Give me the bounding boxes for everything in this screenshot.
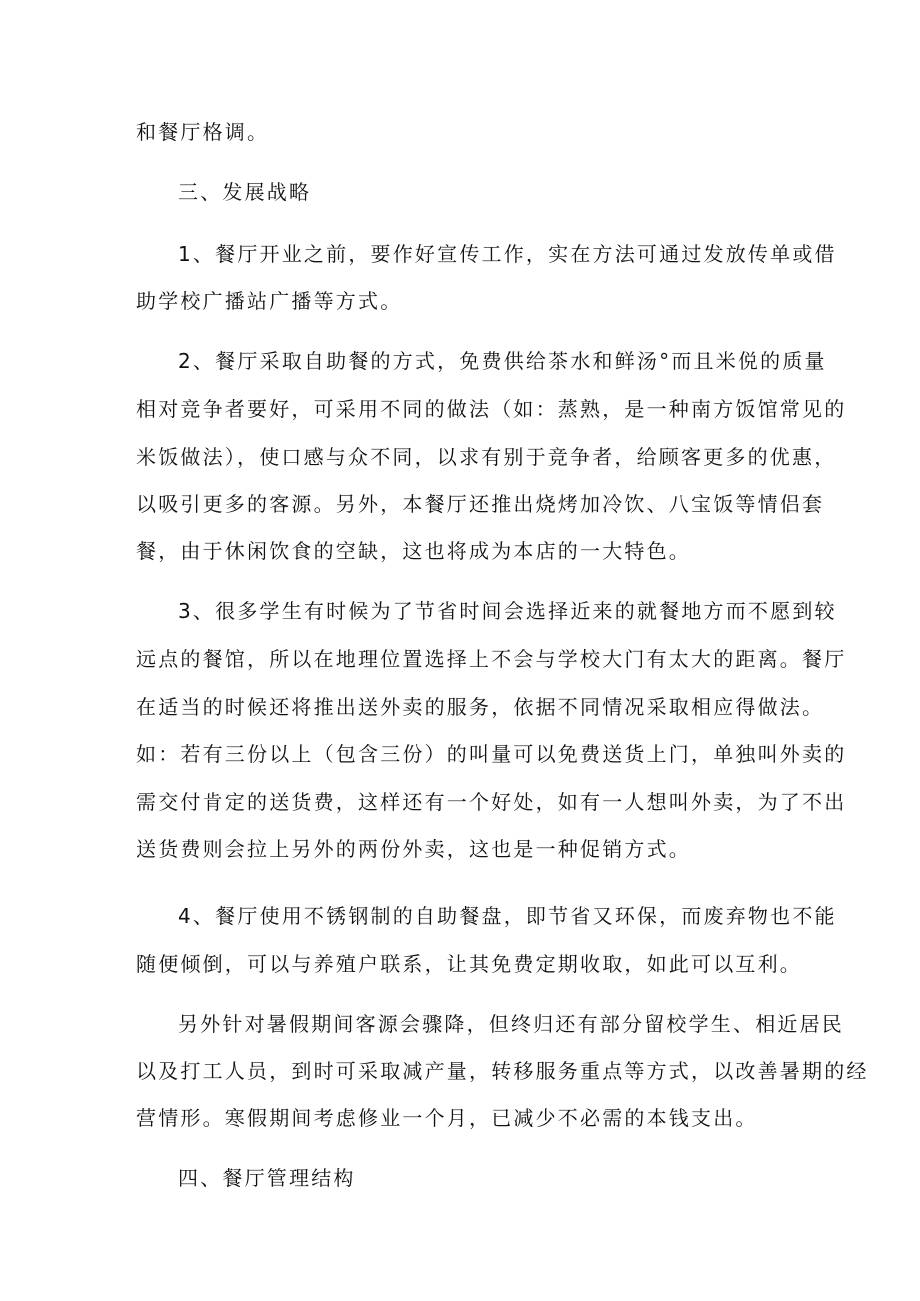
paragraph-line: 餐，由于休闲饮食的空缺，这也将成为本店的一大特色。 [136,539,691,563]
paragraph-line: 营情形。寒假期间考虑修业一个月，已减少不必需的本钱支出。 [136,1106,758,1130]
paragraph-line: 在适当的时候还将推出送外卖的服务，依据不同情况采取相应得做法。 [136,695,825,719]
paragraph-line: 远点的餐馆，所以在地理位置选择上不会与学校大门有太大的距离。餐厅 [136,647,847,671]
paragraph-line: 需交付肯定的送货费，这样还有一个好处，如有一人想叫外卖，为了不出 [136,790,847,814]
paragraph-line: 4、餐厅使用不锈钢制的自助餐盘，即节省又环保，而废弃物也不能 [178,904,837,928]
section-heading: 四、餐厅管理结构 [178,1166,356,1190]
paragraph-line: 随便倾倒，可以与养殖户联系，让其免费定期收取，如此可以互利。 [136,952,802,976]
paragraph-line: 和餐厅格调。 [136,120,270,144]
paragraph-line: 以吸引更多的客源。另外，本餐厅还推出烧烤加冷饮、八宝饭等情侣套 [136,492,825,516]
paragraph-line: 以及打工人员，到时可采取减产量，转移服务重点等方式，以改善暑期的经 [136,1059,869,1083]
paragraph-line: 另外针对暑假期间客源会骤降，但终归还有部分留校学生、相近居民 [178,1012,844,1036]
paragraph-line: 米饭做法），使口感与众不同，以求有别于竞争者，给顾客更多的优惠， [136,445,837,469]
paragraph-line: 如：若有三份以上（包含三份）的叫量可以免费送货上门，单独叫外卖的 [136,742,847,766]
paragraph-line: 3、很多学生有时候为了节省时间会选择近来的就餐地方而不愿到较 [178,599,837,623]
paragraph-line: 1、餐厅开业之前，要作好宣传工作，实在方法可通过发放传单或借 [178,242,837,266]
paragraph-line: 助学校广播站广播等方式。 [136,289,403,313]
paragraph-line: 送货费则会拉上另外的两份外卖，这也是一种促销方式。 [136,837,691,861]
paragraph-line: 相对竞争者要好，可采用不同的做法（如：蒸熟，是一种南方饭馆常见的 [136,397,847,421]
paragraph-line: 2、餐厅采取自助餐的方式，免费供给茶水和鲜汤°而且米侻的质量 [178,349,827,373]
section-heading: 三、发展战略 [178,180,312,204]
